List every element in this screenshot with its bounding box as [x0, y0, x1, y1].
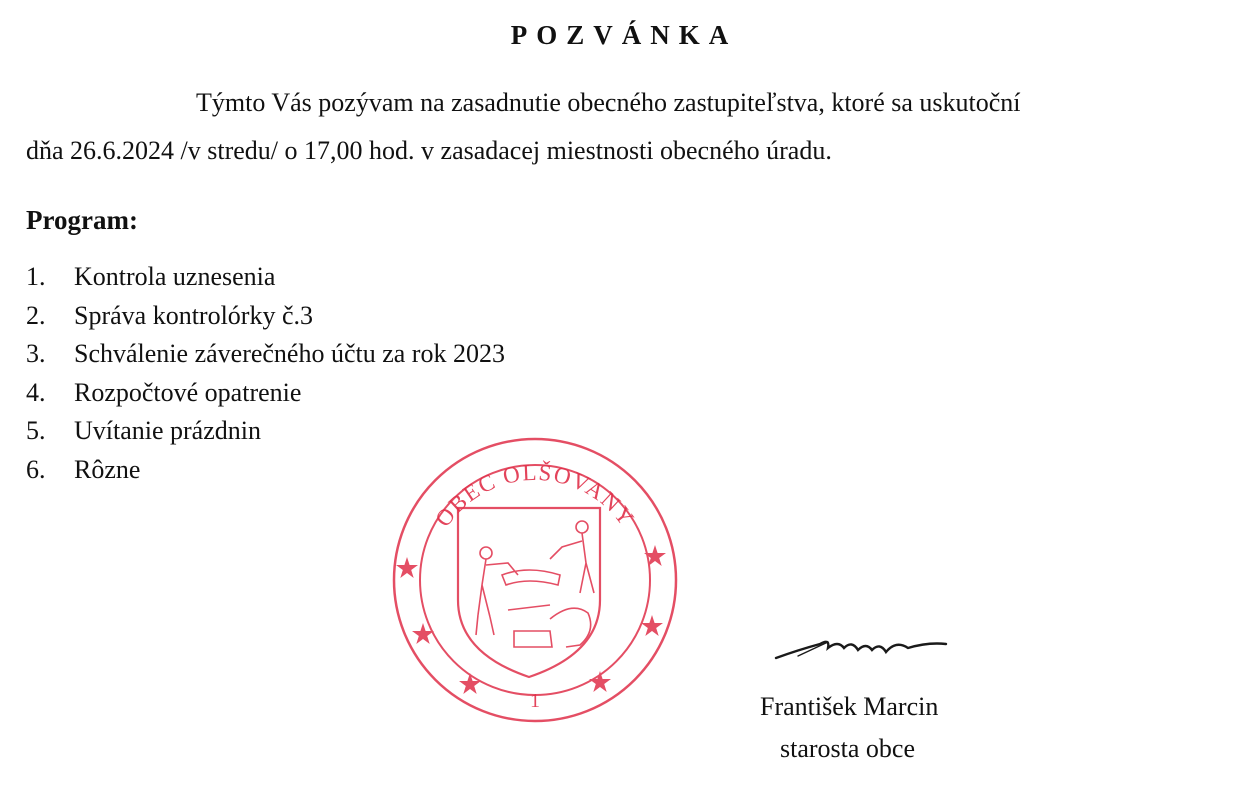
agenda-item: [26, 297, 505, 336]
intro-line-2: dňa 26.6.2024 /v stredu/ o 17,00 hod. v zasadacej miestnosti obecného úradu.: [26, 136, 832, 165]
agenda-item-number: 6.: [26, 454, 46, 484]
agenda-item: [26, 335, 505, 374]
agenda-item-number: 3.: [26, 339, 46, 368]
agenda-item-text: Rozpočtové opatrenie: [74, 377, 302, 407]
agenda-item-text: Kontrola uznesenia: [74, 262, 276, 291]
document-title: POZVÁNKA: [510, 20, 738, 50]
intro-line-1: Týmto Vás pozývam na zasadnutie obecného zastupiteľstva, ktoré sa uskutoční: [196, 88, 1021, 117]
coat-of-arms-figures: [476, 521, 594, 647]
agenda-item-number: 1.: [26, 262, 46, 291]
agenda-item-text: Schválenie záverečného účtu za rok 2023: [74, 339, 505, 368]
stamp-number: 1: [530, 690, 540, 712]
agenda-item-number: 2.: [26, 300, 46, 330]
official-stamp: [390, 435, 680, 725]
agenda-item: [26, 258, 505, 297]
stamp-text: OBEC OLŠOVANY: [430, 459, 640, 532]
agenda-item-number: 4.: [26, 377, 46, 407]
agenda-item-number: 5.: [26, 416, 46, 445]
program-heading: Program:: [26, 205, 138, 235]
agenda-item-text: Správa kontrolórky č.3: [74, 300, 314, 330]
agenda-item-text: Rôzne: [74, 454, 141, 484]
agenda-item-text: Uvítanie prázdnin: [74, 416, 261, 445]
coat-of-arms-shield: [458, 508, 600, 677]
agenda-item: [26, 374, 505, 413]
signer-role: starosta obce: [780, 734, 916, 763]
signer-name: František Marcin: [760, 692, 939, 721]
stamp-stars: [396, 545, 666, 694]
signature: [768, 628, 953, 668]
